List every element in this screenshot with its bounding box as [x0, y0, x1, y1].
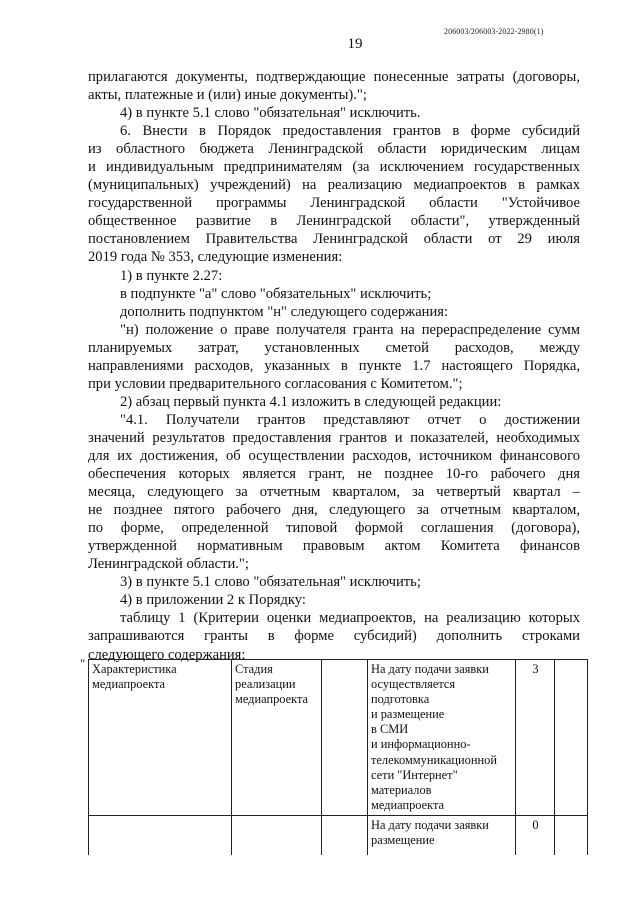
- criterion-line: материалов: [371, 782, 432, 797]
- paragraph-line: планируемых затрат, установленных сметой расходов, между: [88, 339, 580, 356]
- document-id: 206003/206003-2022-2980(1): [444, 27, 544, 36]
- empty-cell: [232, 816, 322, 856]
- paragraph-line: из областного бюджета Ленинградской области юридическим лицам: [88, 141, 580, 158]
- paragraph-line: прилагаются документы, подтверждающие понесенные затраты (договоры,: [88, 69, 580, 85]
- criterion-line: телекоммуникационной: [371, 752, 497, 767]
- paragraph-line: направлениями расходов, указанных в пункте 1.7 настоящего Порядка,: [88, 357, 580, 374]
- paragraph-line: утвержденной нормативным правовым актом Комитета финансов: [88, 538, 580, 555]
- paragraph-line: запрашиваются гранты в форме субсидий) дополнить строками: [88, 628, 580, 645]
- criterion-line: размещение: [371, 833, 435, 848]
- paragraph-line: при условии предварительного согласования с Комитетом.";: [88, 375, 463, 392]
- empty-cell: [322, 816, 368, 856]
- paragraph-line: "4.1. Получатели грантов представляют отчет о достижении: [120, 411, 580, 428]
- paragraph-line: постановлением Правительства Ленинградской области от 29 июля: [88, 231, 580, 248]
- table-row: [89, 816, 588, 856]
- paragraph-line: не позднее пятого рабочего дня, следующего за отчетным кварталом,: [88, 502, 580, 519]
- paragraph-line: месяца, следующего за отчетным кварталом, за четвертый квартал –: [88, 484, 580, 501]
- criterion-cell: [368, 660, 516, 816]
- paragraph: 4) в пункте 5.1 слово "обязательная" исключить.: [120, 105, 421, 122]
- paragraph-line: Ленинградской области.";: [88, 556, 249, 573]
- table-open-quote: ": [80, 656, 86, 671]
- criterion-line: На дату подачи заявки: [371, 818, 489, 832]
- empty-cell: [555, 660, 588, 816]
- characteristic-cell: Характеристика медиапроекта: [89, 660, 232, 816]
- paragraph-line: таблицу 1 (Критерии оценки медиапроектов, на реализацию которых: [120, 610, 580, 627]
- paragraph-line: общественное развитие в Ленинградской области", утвержденный: [88, 213, 580, 230]
- paragraph-line: "н) положение о праве получателя гранта на перераспределение сумм: [120, 321, 580, 338]
- criterion-line: медиапроекта: [371, 797, 445, 812]
- criterion-line: подготовка: [371, 692, 430, 707]
- empty-cell: [89, 816, 232, 856]
- criterion-line: в СМИ: [371, 722, 409, 737]
- score-cell: 3: [516, 660, 555, 816]
- paragraph-line: следующего содержания:: [88, 646, 246, 663]
- stage-cell: Стадия реализации медиапроекта: [232, 660, 322, 816]
- paragraph: 4) в приложении 2 к Порядку:: [120, 592, 306, 609]
- document-body: [88, 68, 580, 664]
- paragraph-line: государственной программы Ленинградской области "Устойчивое: [88, 195, 580, 212]
- criteria-table: [88, 659, 588, 855]
- paragraph: в подпункте "а" слово "обязательных" исключить;: [120, 285, 432, 302]
- table-row: [89, 660, 588, 816]
- score-cell: 0: [516, 816, 555, 856]
- criterion-line: и информационно-: [371, 737, 471, 752]
- paragraph-line: и индивидуальным предпринимателям (за исключением государственных: [88, 159, 580, 176]
- empty-cell: [555, 816, 588, 856]
- paragraph-line: обеспечения которых является грант, не позднее 10-го рабочего дня: [88, 466, 580, 483]
- paragraph: 3) в пункте 5.1 слово "обязательная" исключить;: [120, 574, 421, 591]
- paragraph-line: 6. Внести в Порядок предоставления грантов в форме субсидий: [120, 123, 580, 140]
- criterion-cell: [368, 816, 516, 856]
- paragraph: 2) абзац первый пункта 4.1 изложить в следующей редакции:: [120, 393, 502, 410]
- paragraph: 1) в пункте 2.27:: [120, 267, 223, 284]
- paragraph-line: для их достижения, об осуществлении расходов, источником финансового: [88, 447, 580, 464]
- criterion-line: и размещение: [371, 707, 445, 722]
- paragraph-line: по форме, определенной типовой формой соглашения (договора),: [88, 520, 580, 537]
- criterion-line: осуществляется: [371, 677, 456, 692]
- paragraph-line: акты, платежные и (или) иные документы).";: [88, 87, 367, 104]
- paragraph: дополнить подпунктом "н" следующего содержания:: [120, 303, 449, 320]
- criterion-line: На дату подачи заявки: [371, 662, 489, 676]
- criterion-line: сети "Интернет": [371, 767, 458, 782]
- paragraph-line: значений результатов предоставления грантов и показателей, необходимых: [88, 429, 580, 446]
- empty-cell: [322, 660, 368, 816]
- page-number: 19: [347, 36, 363, 52]
- paragraph-line: 2019 года № 353, следующие изменения:: [88, 249, 343, 266]
- paragraph-line: (муниципальных) учреждений) на реализацию медиапроектов в рамках: [88, 177, 580, 194]
